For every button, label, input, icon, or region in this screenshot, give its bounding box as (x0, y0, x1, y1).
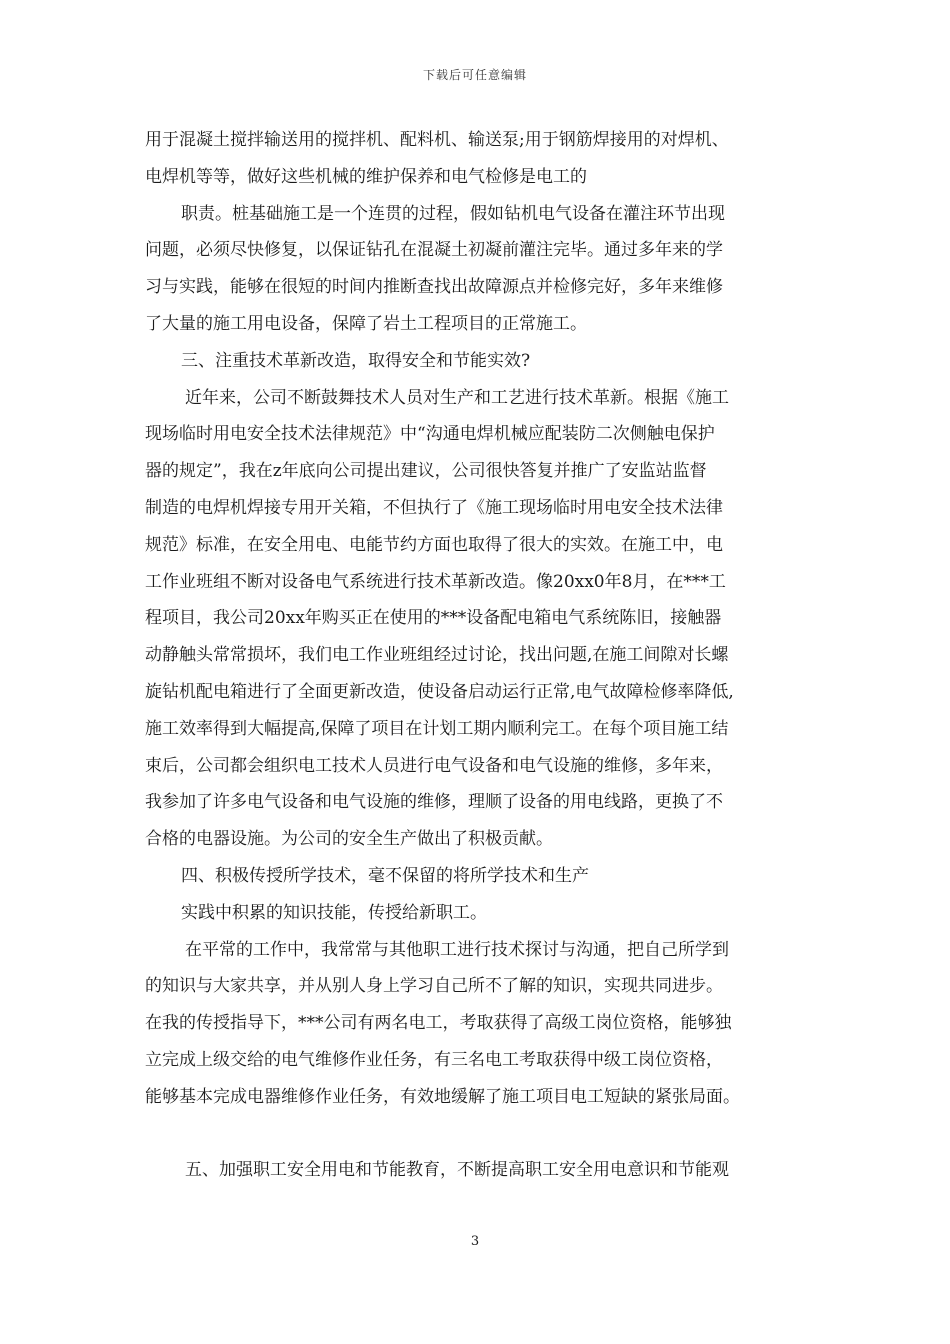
body-line: 近年来，公司不断鼓舞技术人员对生产和工艺进行技术革新。根据《施工 (185, 387, 729, 408)
body-line: 立完成上级交给的电气维修作业任务，有三名电工考取获得中级工岗位资格， (145, 1049, 723, 1070)
body-line: 制造的电焊机焊接专用开关箱，不但执行了《施工现场临时用电安全技术法律 (145, 497, 723, 518)
body-line: 在平常的工作中，我常常与其他职工进行技术探讨与沟通，把自己所学到 (185, 939, 729, 960)
body-line: 器的规定”，我在z年底向公司提出建议，公司很快答复并推广了安监站监督 (145, 461, 707, 482)
body-line: 了大量的施工用电设备，保障了岩土工程项目的正常施工。 (145, 313, 587, 334)
body-line: 程项目，我公司20xx年购买正在使用的***设备配电箱电气系统陈旧，接触器 (145, 608, 722, 629)
section-heading: 五、加强职工安全用电和节能教育，不断提高职工安全用电意识和节能观 (185, 1160, 729, 1181)
body-line: 规范》标准，在安全用电、电能节约方面也取得了很大的实效。在施工中，电 (145, 534, 723, 555)
body-line: 在我的传授指导下，***公司有两名电工，考取获得了高级工岗位资格，能够独 (145, 1013, 732, 1034)
document-body (145, 122, 815, 1189)
body-line: 施工效率得到大幅提高,保障了项目在计划工期内顺利完工。在每个项目施工结 (145, 718, 729, 739)
body-line: 问题，必须尽快修复，以保证钻孔在混凝土初凝前灌注完毕。通过多年来的学 (145, 240, 723, 261)
body-line: 现场临时用电安全技术法律规范》中“沟通电焊机械应配装防二次侧触电保护 (145, 424, 715, 445)
section-heading: 实践中积累的知识技能，传授给新职工。 (181, 902, 487, 923)
body-line: 电焊机等等，做好这些机械的维护保养和电气检修是电工的 (145, 166, 587, 187)
body-line: 习与实践，能够在很短的时间内推断查找出故障源点并检修完好，多年来维修 (145, 277, 723, 298)
body-line: 职责。桩基础施工是一个连贯的过程，假如钻机电气设备在灌注环节出现 (181, 203, 725, 224)
body-line: 旋钻机配电箱进行了全面更新改造，使设备启动运行正常,电气故障检修率降低, (145, 681, 734, 702)
section-heading: 四、积极传授所学技术，毫不保留的将所学技术和生产 (181, 865, 589, 886)
page-header: 下载后可任意编辑 (422, 68, 527, 82)
body-line: 束后，公司都会组织电工技术人员进行电气设备和电气设施的维修，多年来， (145, 755, 723, 776)
body-line: 用于混凝土搅拌输送用的搅拌机、配料机、输送泵;用于钢筋焊接用的对焊机、 (145, 130, 729, 150)
body-line: 能够基本完成电器维修作业任务，有效地缓解了施工项目电工短缺的紧张局面。 (145, 1086, 740, 1107)
body-line: 动静触头常常损坏，我们电工作业班组经过讨论，找出问题,在施工间隙对长螺 (145, 645, 729, 666)
page-number: 3 (470, 1234, 480, 1249)
body-line: 合格的电器设施。为公司的安全生产做出了积极贡献。 (145, 829, 553, 850)
body-line: 我参加了许多电气设备和电气设施的维修，理顺了设备的用电线路，更换了不 (145, 792, 723, 813)
body-line: 的知识与大家共享，并从别人身上学习自己所不了解的知识，实现共同进步。 (145, 976, 723, 997)
body-line: 工作业班组不断对设备电气系统进行技术革新改造。像20xx0年8月，在***工 (145, 571, 726, 592)
section-heading: 三、注重技术革新改造，取得安全和节能实效? (181, 350, 531, 371)
paragraph-gap (145, 1116, 815, 1153)
